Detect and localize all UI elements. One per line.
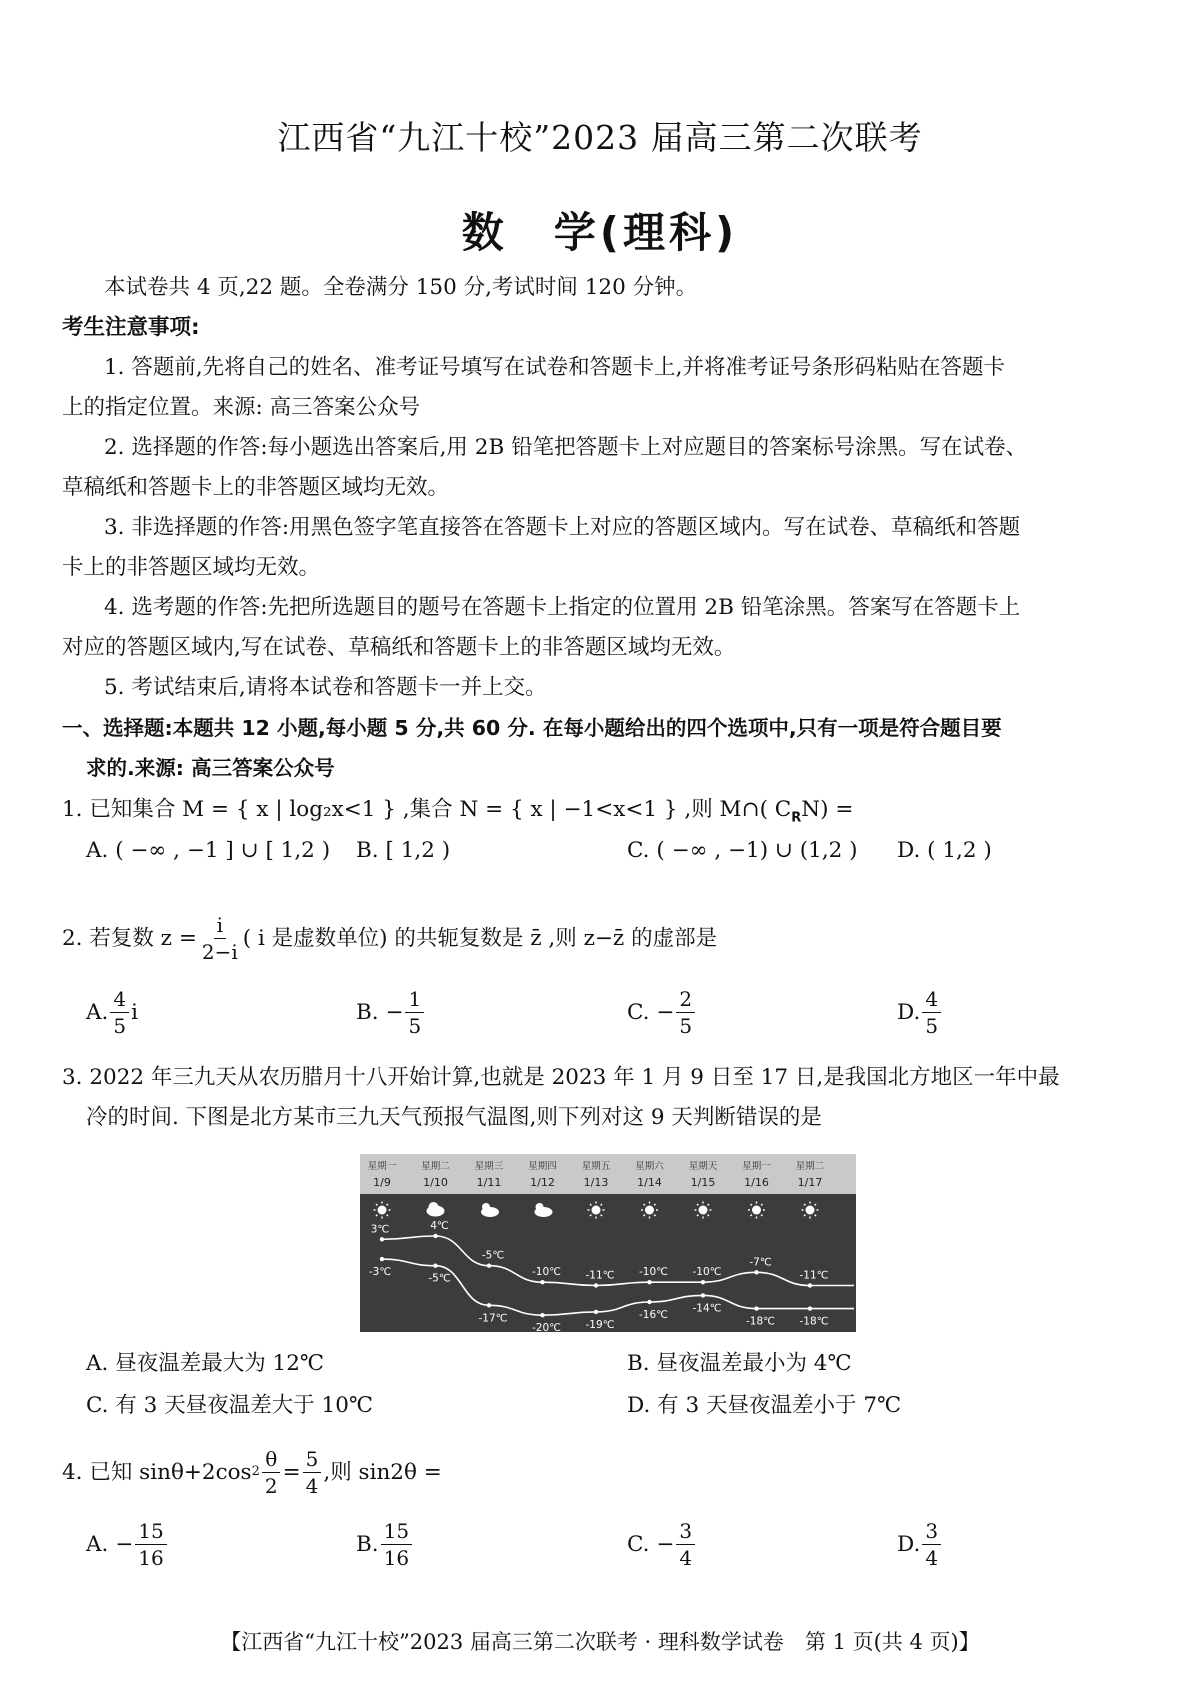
sun-ray [804,1204,805,1205]
q1-option-d: D. ( 1,2 ) [897,838,992,863]
sun-icon [806,1206,815,1215]
temperature-point [433,1234,437,1238]
q1-option-a: A. ( −∞ , −1 ] ∪ [ 1,2 ) [86,838,331,863]
q4-frac-1 [262,1446,281,1499]
note-4-line-2: 对应的答题区域内,写在试卷、草稿纸和答题卡上的非答题区域均无效。 [62,635,736,660]
temperature-label: -10℃ [532,1266,561,1279]
q3-option-c: C. 有 3 天昼夜温差大于 10℃ [86,1393,373,1418]
temperature-point [380,1257,384,1261]
q4-frac2-num: 5 [303,1446,322,1473]
temperature-label: -7℃ [749,1256,772,1269]
temperature-point [701,1280,705,1284]
temperature-label: -5℃ [428,1272,451,1285]
weather-chart-svg [360,1154,856,1332]
q4-d-num: 3 [922,1518,941,1545]
sun-ray [708,1204,709,1205]
q4-eq: = [282,1459,301,1485]
weekday-label: 星期五 [581,1161,611,1172]
temperature-point [594,1283,598,1287]
q2-b-frac [405,986,424,1039]
temperature-point [540,1313,544,1317]
temperature-point [808,1283,812,1287]
weekday-label: 星期三 [474,1161,504,1172]
q1-option-c: C. ( −∞ , −1) ∪ (1,2 ) [627,838,858,863]
q4-b-label: B. [356,1532,379,1557]
temperature-point [594,1310,598,1314]
weekday-label: 星期二 [421,1161,450,1172]
temperature-label: -17℃ [478,1312,508,1325]
q2-option-a [86,986,138,1039]
q4-a-frac [135,1518,166,1571]
note-2-line-2: 草稿纸和答题卡上的非答题区域均无效。 [62,475,450,500]
sun-ray [750,1204,751,1205]
q2-a-frac [110,986,129,1039]
question-3-line-1: 3. 2022 年三九天从农历腊月十八开始计算,也就是 2023 年 1 月 9 日至 17 日,是我国北方地区一年中最 [62,1065,1060,1090]
q4-b-frac [381,1518,412,1571]
note-5: 5. 考试结束后,请将本试卷和答题卡一并上交。 [104,675,547,700]
temperature-label: -10℃ [692,1266,722,1279]
sun-ray [815,1204,816,1205]
q4-c-den: 4 [679,1546,693,1570]
note-4-line-1: 4. 选考题的作答:先把所选题目的题号在答题卡上指定的位置用 2B 铅笔涂黑。答案写在答题卡上 [104,595,1021,620]
q2-b-den: 5 [408,1014,422,1038]
temperature-point [754,1270,758,1274]
sun-ray [601,1215,602,1216]
date-label: 1/17 [797,1176,823,1189]
temperature-label: -11℃ [799,1269,829,1282]
temperature-point [647,1300,651,1304]
q1-stem-end: N) = [801,797,854,822]
q2-fraction [199,912,241,965]
exam-title: 江西省“九江十校”2023 届高三第二次联考 [277,118,923,157]
sun-ray [804,1215,805,1216]
weekday-label: 星期天 [688,1161,718,1172]
weekday-label: 星期六 [635,1161,664,1172]
sun-ray [643,1215,644,1216]
q2-c-den: 5 [679,1014,693,1038]
q2-c-label: C. − [627,1000,675,1025]
q3-option-b: B. 昼夜温差最小为 4℃ [627,1351,852,1376]
sun-ray [761,1215,762,1216]
question-1-stem [62,790,853,838]
temperature-point [701,1293,705,1297]
weekday-label: 星期一 [742,1161,771,1172]
question-4-stem [62,1446,442,1499]
temperature-point [808,1306,812,1310]
partly-cloudy-icon [481,1207,499,1217]
q2-b-label: B. − [356,1000,404,1025]
sun-icon [378,1206,387,1215]
q4-c-frac [676,1518,695,1571]
temperature-label: -11℃ [585,1269,615,1282]
q4-option-c [627,1518,697,1571]
note-3-line-2: 卡上的非答题区域均无效。 [62,555,321,580]
q2-a-den: 5 [113,1014,127,1038]
q4-b-den: 16 [383,1546,410,1570]
date-label: 1/15 [690,1176,716,1189]
sun-ray [590,1204,591,1205]
temperature-point [487,1303,491,1307]
temperature-point [647,1280,651,1284]
q4-frac2-den: 4 [305,1474,319,1498]
sun-ray [387,1204,388,1205]
subject-title: 数 学(理科) [461,208,739,257]
q2-frac-num: i [214,912,226,939]
q2-a-num: 4 [110,986,129,1013]
question-3-line-2: 冷的时间. 下图是北方某市三九天气预报气温图,则下列对这 9 天判断错误的是 [86,1105,822,1130]
sun-icon [699,1206,708,1215]
date-label: 1/13 [583,1176,609,1189]
q2-a-suffix: i [131,1000,138,1025]
q4-a-label: A. − [86,1532,134,1557]
q1-stem-text: 1. 已知集合 M = { x | log₂x<1 } ,集合 N = { x | −1<x<1 } ,则 M∩( C [62,797,792,822]
temperature-point [433,1264,437,1268]
date-label: 1/9 [373,1176,391,1189]
q1-option-b: B. [ 1,2 ) [356,838,451,863]
temperature-line-1 [382,1236,854,1286]
sun-ray [761,1204,762,1205]
question-2-stem [62,912,717,965]
temperature-label: -18℃ [799,1315,829,1328]
sun-ray [654,1204,655,1205]
q2-b-num: 1 [405,986,424,1013]
q4-d-frac [922,1518,941,1571]
q4-c-num: 3 [676,1518,695,1545]
sun-ray [643,1204,644,1205]
sun-ray [697,1204,698,1205]
q2-pre: 2. 若复数 z = [62,925,197,951]
q4-a-den: 16 [138,1546,164,1570]
q3-option-a: A. 昼夜温差最大为 12℃ [86,1351,324,1376]
q4-option-b [356,1518,414,1571]
sun-ray [750,1215,751,1216]
temperature-point [754,1306,758,1310]
q4-frac-2 [303,1446,322,1499]
date-label: 1/16 [744,1176,769,1189]
q2-option-d [897,986,943,1039]
q4-b-num: 15 [381,1518,412,1545]
weekday-label: 星期二 [795,1161,825,1172]
q2-option-b [356,986,426,1039]
q4-post: ,则 sin2θ = [323,1459,442,1485]
temperature-label: -5℃ [481,1249,505,1262]
date-label: 1/14 [637,1176,662,1189]
temperature-label: -14℃ [692,1302,722,1315]
q3-option-d: D. 有 3 天昼夜温差小于 7℃ [627,1393,902,1418]
sun-icon [592,1206,601,1215]
date-label: 1/10 [423,1176,448,1189]
q4-pre: 4. 已知 sinθ+2cos [62,1459,252,1485]
q4-frac1-den: 2 [264,1474,278,1498]
sun-ray [697,1215,698,1216]
temperature-label: 3℃ [370,1223,390,1236]
note-1-line-1: 1. 答题前,先将自己的姓名、准考证号填写在试卷和答题卡上,并将准考证号条形码粘贴在答题卡 [104,355,1006,380]
q2-d-label: D. [897,1000,921,1025]
page-footer: 【江西省“九江十校”2023 届高三第二次联考 · 理科数学试卷 第 1 页(共 4 页)】 [220,1630,980,1654]
date-label: 1/12 [530,1176,555,1189]
sun-icon [645,1206,654,1215]
q2-c-frac [676,986,695,1039]
sun-ray [376,1204,377,1205]
q1-stem-sub: R [791,810,802,826]
sun-ray [708,1215,709,1216]
q4-option-a [86,1518,169,1571]
q2-post: ( i 是虚数单位) 的共轭复数是 z̄ ,则 z−z̄ 的虚部是 [242,925,718,951]
q4-d-den: 4 [925,1546,939,1570]
sun-ray [654,1215,655,1216]
q2-d-den: 5 [925,1014,939,1038]
note-1-line-2: 上的指定位置。来源: 高三答案公众号 [62,395,421,420]
weekday-label: 星期四 [528,1161,557,1172]
q4-option-d [897,1518,943,1571]
q2-frac-den: 2−i [201,940,238,964]
q4-a-num: 15 [135,1518,166,1545]
q4-c-label: C. − [627,1532,675,1557]
temperature-label: -10℃ [639,1266,668,1279]
partly-cloudy-icon [535,1207,553,1217]
q4-sup: 2 [251,1464,260,1479]
note-2-line-1: 2. 选择题的作答:每小题选出答案后,用 2B 铅笔把答题卡上对应题目的答案标号涂黑。写在试卷、 [104,435,1028,460]
temperature-label: -3℃ [368,1266,392,1279]
temperature-label: -20℃ [532,1322,561,1332]
temperature-point [487,1264,491,1268]
q4-frac1-num: θ [262,1446,280,1473]
notes-heading: 考生注意事项: [62,315,200,340]
section-1-heading: 一、选择题:本题共 12 小题,每小题 5 分,共 60 分. 在每小题给出的四个选项中,只有一项是符合题目要 [62,716,1002,740]
q2-option-c [627,986,697,1039]
q4-d-label: D. [897,1532,921,1557]
temperature-point [540,1280,544,1284]
sun-ray [376,1215,377,1216]
temperature-point [380,1237,384,1241]
sun-ray [815,1215,816,1216]
temperature-label: -16℃ [639,1309,668,1321]
sun-ray [387,1215,388,1216]
note-3-line-1: 3. 非选择题的作答:用黑色签字笔直接答在答题卡上对应的答题区域内。写在试卷、草稿纸和答题 [104,515,1021,540]
sun-ray [601,1204,602,1205]
intro-text: 本试卷共 4 页,22 题。全卷满分 150 分,考试时间 120 分钟。 [104,275,698,300]
temperature-label: 4℃ [430,1220,449,1232]
temperature-line-2 [382,1259,854,1315]
weekday-label: 星期一 [367,1161,397,1172]
sun-ray [590,1215,591,1216]
q2-c-num: 2 [676,986,695,1013]
cloud-icon-puff [429,1202,439,1212]
temperature-label: -18℃ [746,1315,775,1328]
q2-d-frac [922,986,941,1039]
section-1-heading-cont: 求的.来源: 高三答案公众号 [86,756,335,780]
date-label: 1/11 [476,1176,502,1189]
q2-a-label: A. [86,1000,109,1025]
sun-icon [752,1206,761,1215]
weather-chart [360,1154,856,1332]
temperature-label: -19℃ [585,1318,615,1331]
q2-d-num: 4 [922,986,941,1013]
